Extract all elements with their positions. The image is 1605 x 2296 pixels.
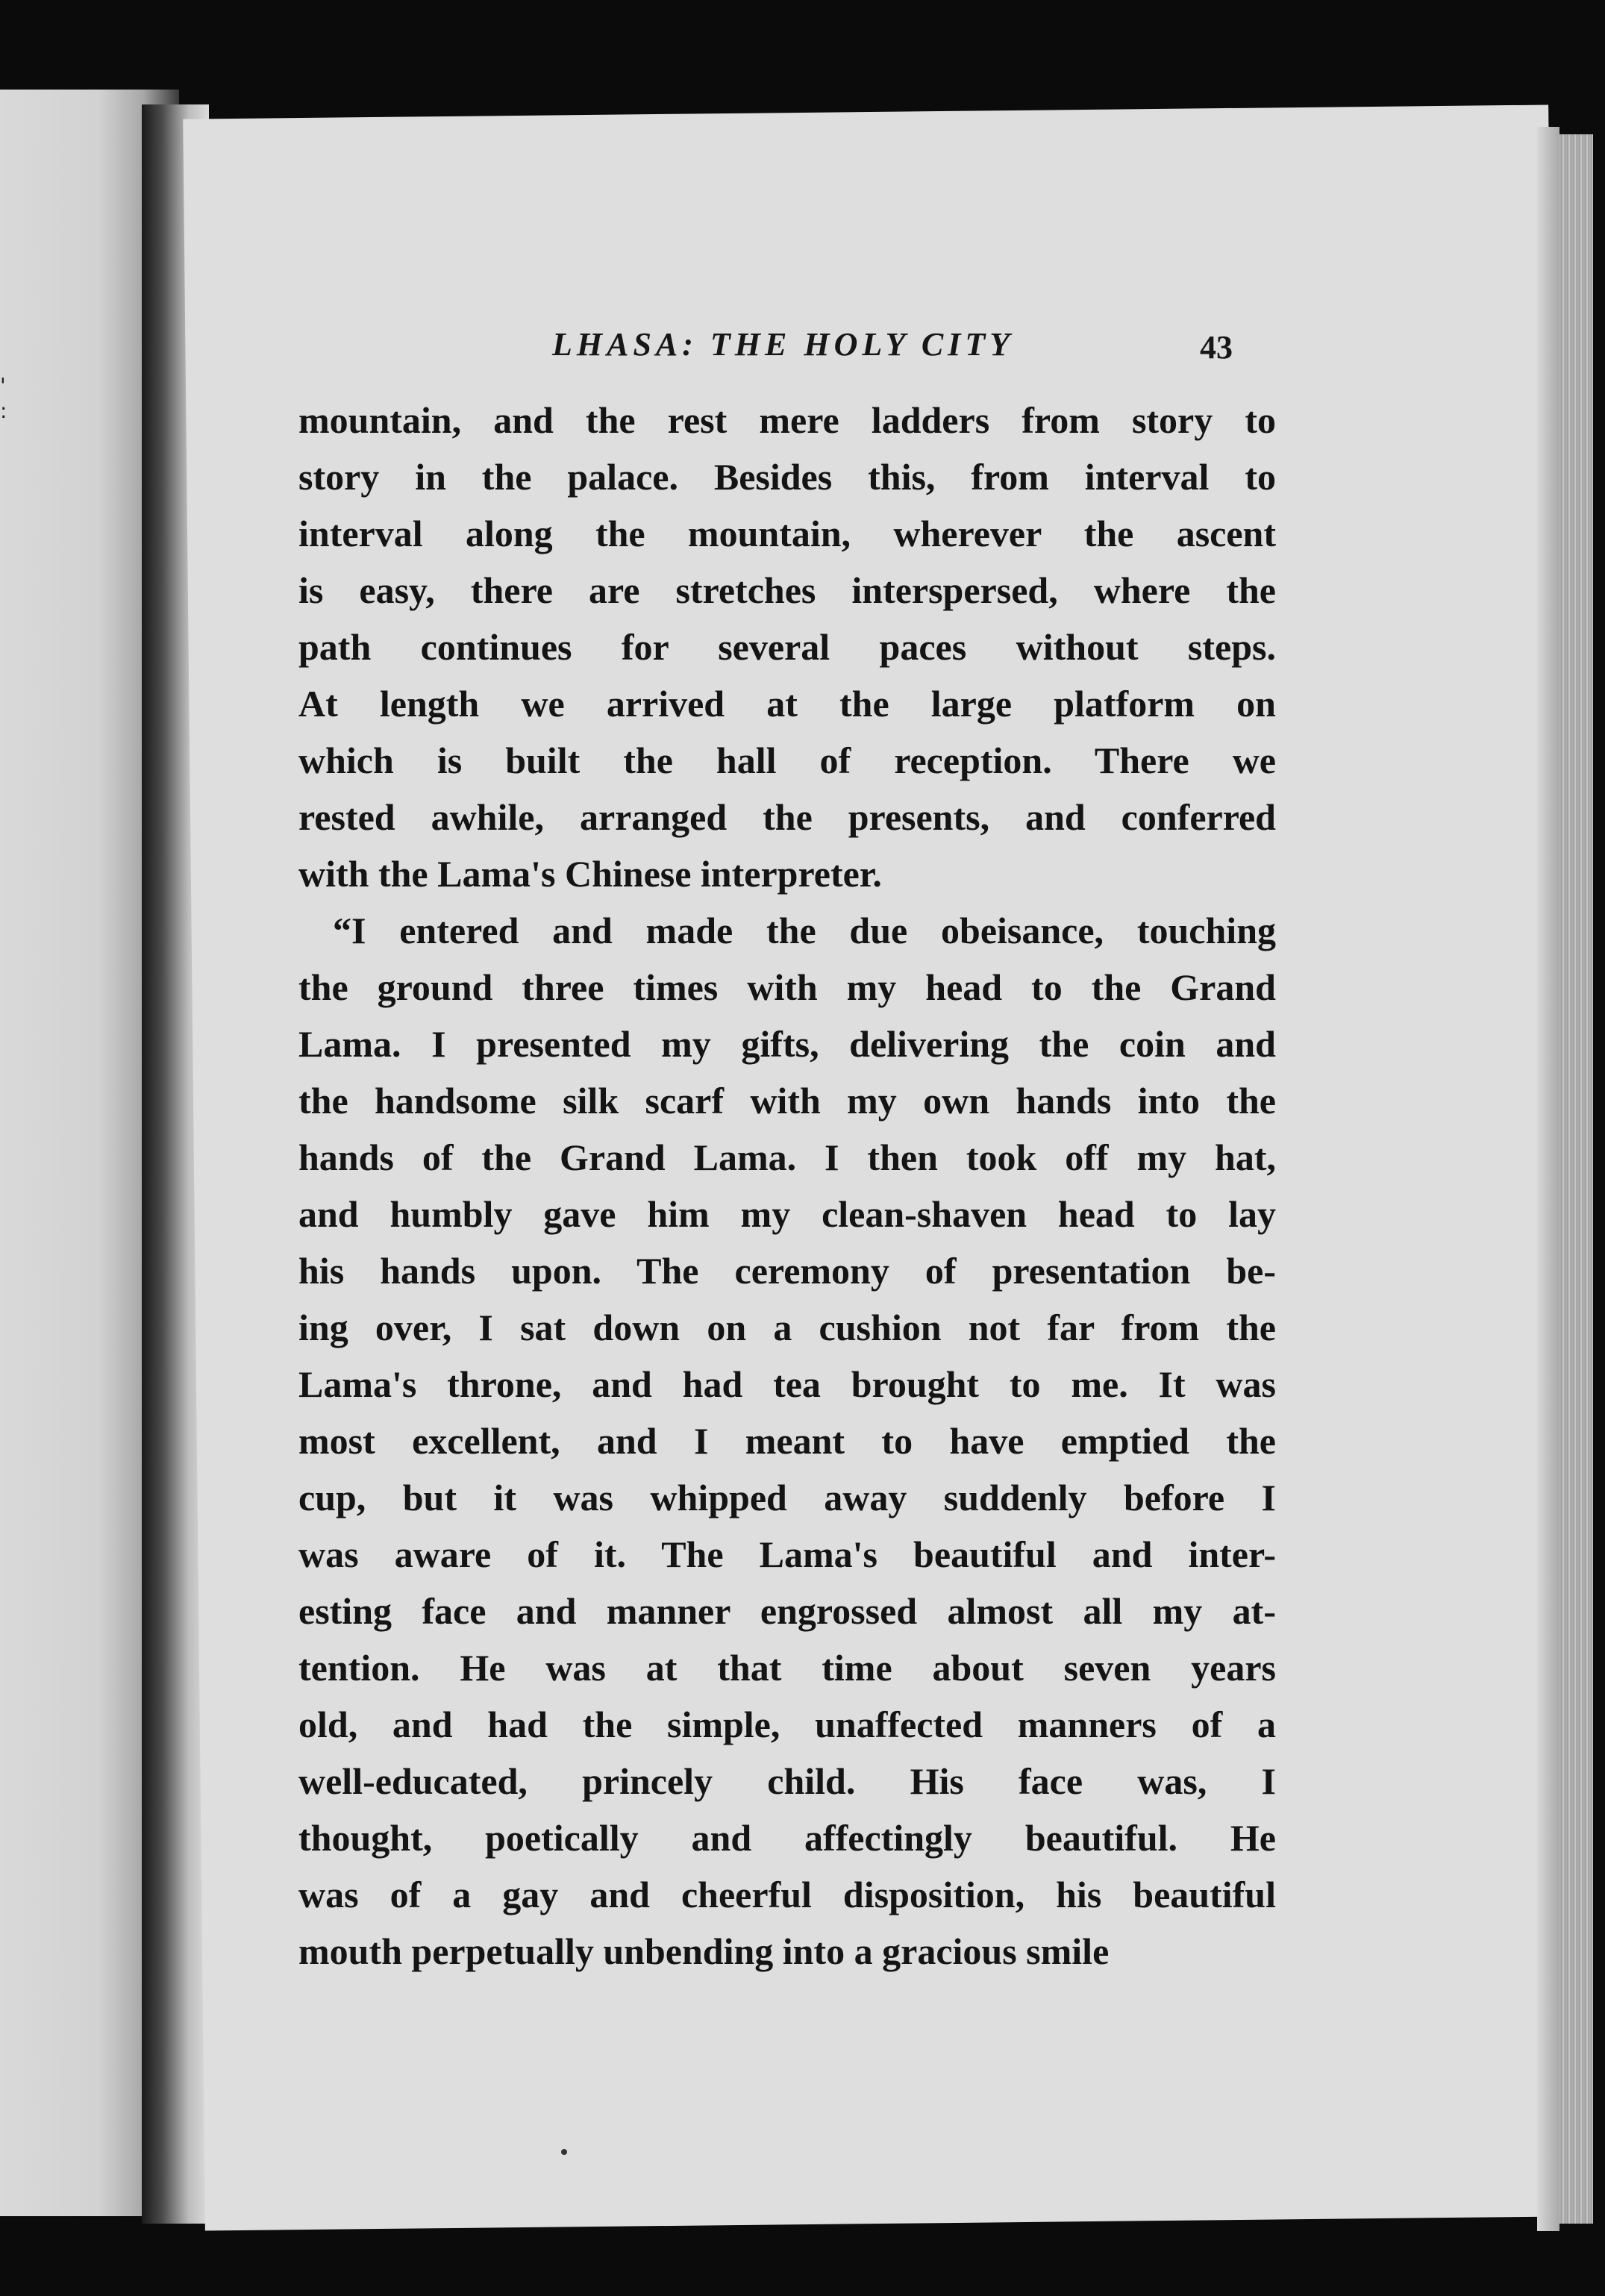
text-line: Lama's throne, and had tea brought to me. It was <box>298 1363 1276 1405</box>
text-line: Lama. I presented my gifts, delivering the coin and <box>298 1023 1276 1065</box>
text-line: interval along the mountain, wherever the ascent <box>298 513 1276 554</box>
left-mark: : <box>0 398 7 423</box>
text-line: the ground three times with my head to the Grand <box>298 966 1276 1008</box>
fore-edge-pages <box>1559 134 1593 2224</box>
text-line: mouth perpetually unbending into a gracious smile <box>298 1930 1110 1972</box>
text-line: well-educated, princely child. His face was, I <box>298 1760 1276 1802</box>
text-line: rested awhile, arranged the presents, and conferred <box>298 796 1276 838</box>
body-text <box>298 392 1276 2048</box>
text-line: thought, poetically and affectingly beautiful. He <box>298 1817 1276 1859</box>
text-line: esting face and manner engrossed almost all my at- <box>298 1590 1276 1632</box>
page-edge-shadow <box>1537 127 1559 2231</box>
text-line: was aware of it. The Lama's beautiful and inter- <box>298 1533 1276 1575</box>
text-line: with the Lama's Chinese interpreter. <box>298 853 882 895</box>
text-line: cup, but it was whipped away suddenly before I <box>298 1477 1276 1518</box>
text-line: old, and had the simple, unaffected manners of a <box>298 1704 1276 1745</box>
left-mark: ' <box>0 373 6 398</box>
text-line: path continues for several paces without steps. <box>298 626 1276 668</box>
text-line: At length we arrived at the large platform on <box>298 683 1276 725</box>
text-line: is easy, there are stretches interspersed, where the <box>298 569 1276 611</box>
text-line: ing over, I sat down on a cushion not far from the <box>298 1307 1276 1348</box>
text-line: his hands upon. The ceremony of presentation be- <box>298 1250 1276 1292</box>
text-line: was of a gay and cheerful disposition, his beautiful <box>298 1874 1276 1915</box>
text-line: mountain, and the rest mere ladders from story to <box>298 399 1276 441</box>
page-number: 43 <box>1200 329 1233 366</box>
text-line: hands of the Grand Lama. I then took off my hat, <box>298 1136 1276 1178</box>
text-line: most excellent, and I meant to have emptied the <box>298 1420 1276 1462</box>
text-line: and humbly gave him my clean-shaven head to lay <box>298 1193 1276 1235</box>
text-line: story in the palace. Besides this, from interval to <box>298 456 1276 498</box>
text-line: “I entered and made the due obeisance, touching <box>333 910 1276 951</box>
text-line: tention. He was at that time about seven years <box>298 1647 1276 1689</box>
left-page-marks <box>0 373 10 478</box>
page-speck <box>561 2149 567 2155</box>
running-head: LHASA: THE HOLY CITY <box>552 326 1015 363</box>
text-line: which is built the hall of reception. There we <box>298 739 1276 781</box>
text-line: the handsome silk scarf with my own hands into the <box>298 1080 1276 1122</box>
